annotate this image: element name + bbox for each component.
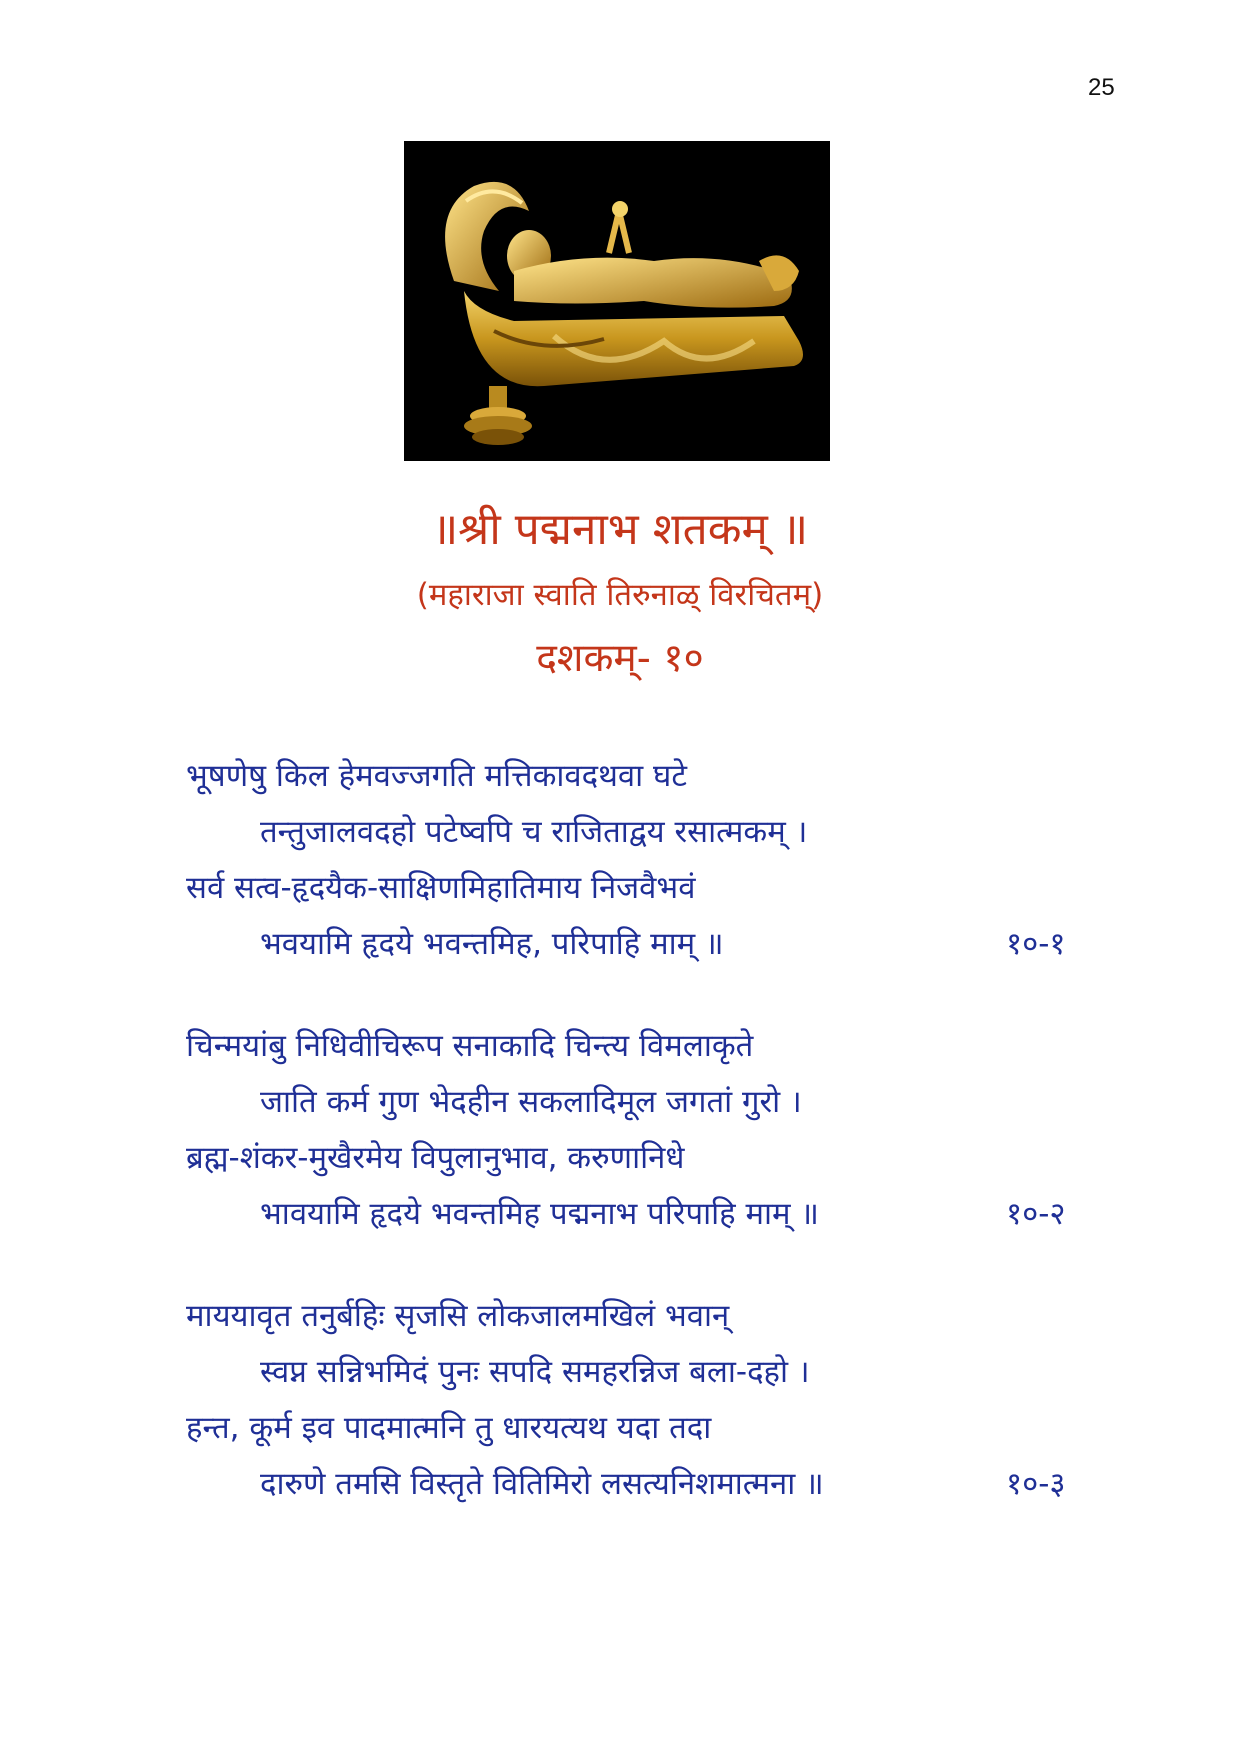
verse-line: दारुणे तमसि विस्तृते वितिमिरो लसत्यनिशमात्मना ॥ [260,1466,824,1502]
verse-line: भवयामि हृदये भवन्तमिह, परिपाहि माम् ॥ [260,926,724,962]
verse-line: जाति कर्म गुण भेदहीन सकलादिमूल जगतां गुरो । [260,1084,802,1120]
verse-line: स्वप्न सन्निभमिदं पुनः सपदि समहरन्निज बला-दहो । [260,1354,810,1390]
verse-line: भावयामि हृदये भवन्तमिह पद्मनाभ परिपाहि माम् ॥ [260,1196,819,1232]
book-subtitle: (महाराजा स्वाति तिरुनाळ् विरचितम्) [416,577,824,613]
verse-line: चिन्मयांबु निधिवीचिरूप सनाकादि चिन्त्य विमलाकृते [186,1028,754,1064]
verse-line: सर्व सत्व-हृदयैक-साक्षिणमिहातिमाय निजवैभवं [186,870,696,906]
verse-line: तन्तुजालवदहो पटेष्वपि च राजिताद्वय रसात्मकम् । [260,814,808,850]
verse-number: १०-३ [1006,1466,1066,1502]
verse-line: भूषणेषु किल हेमवज्जगति मत्तिकावदथवा घटे [186,758,687,794]
reclining-vishnu-image [404,141,830,461]
page-number: 25 [1088,74,1115,101]
verse-line: हन्त, कूर्म इव पादमात्मनि तु धारयत्यथ यदा तदा [186,1410,712,1446]
book-title: ॥श्री पद्मनाभ शतकम् ॥ [431,504,809,555]
verse-line: माययावृत तनुर्बहिः सृजसि लोकजालमखिलं भवान् [186,1298,730,1334]
verse-line: ब्रह्म-शंकर-मुखैरमेय विपुलानुभाव, करुणानिधे [186,1140,685,1176]
reclining-vishnu-icon [404,141,830,461]
verse-number: १०-२ [1006,1196,1066,1232]
verse-number: १०-१ [1006,926,1066,962]
section-heading: दशकम्- १० [536,636,704,681]
